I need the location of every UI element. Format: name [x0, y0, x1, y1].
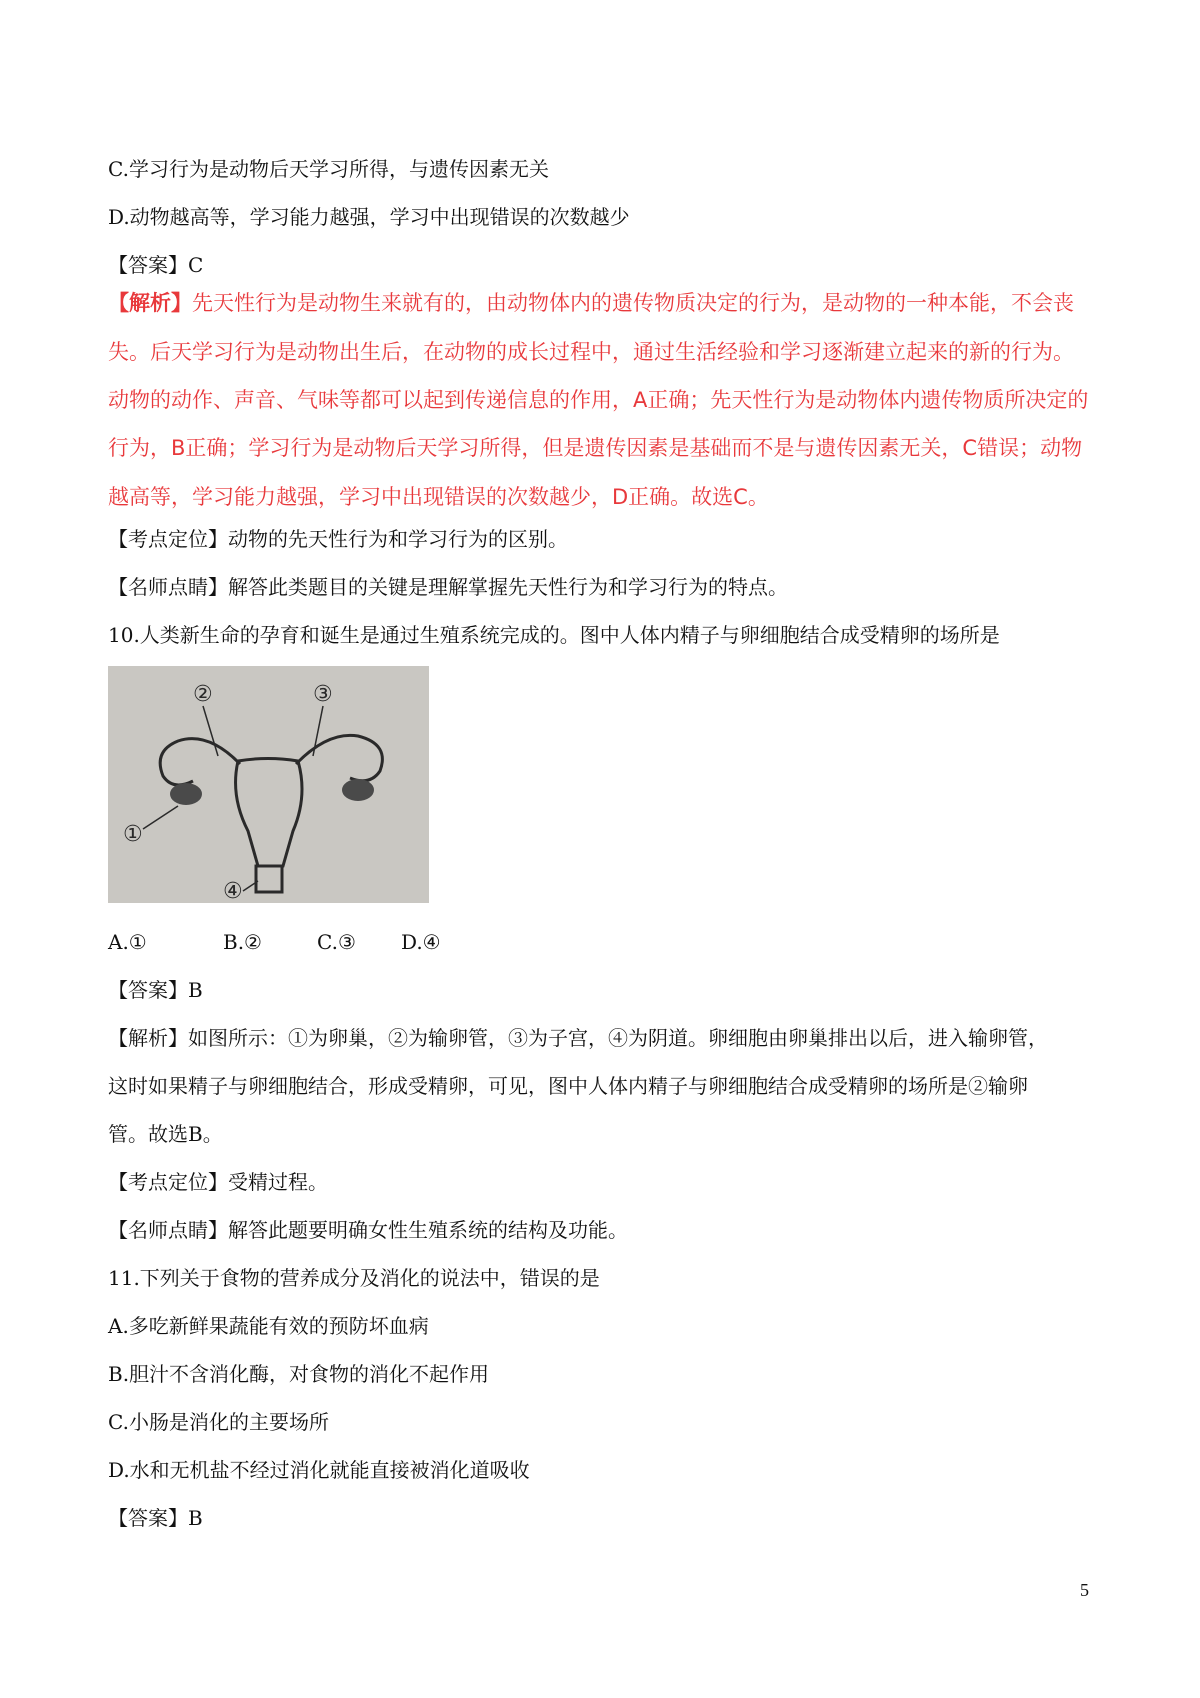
- vagina-outline: [256, 866, 282, 892]
- q10-option-a: A.①: [108, 930, 147, 954]
- q11-option-b: B.胆汁不含消化酶，对食物的消化不起作用: [108, 1362, 490, 1386]
- right-oviduct: [296, 735, 382, 780]
- q10-kaodian: 【考点定位】受精过程。: [108, 1170, 328, 1194]
- q9-analysis-tag: 【解析】: [108, 291, 192, 315]
- left-oviduct: [160, 739, 240, 785]
- q9-answer: 【答案】C: [108, 253, 204, 277]
- q10-option-d: D.④: [401, 930, 441, 954]
- q9-analysis-line-1: [108, 289, 1108, 317]
- q10-option-b: B.②: [223, 930, 262, 954]
- q9-option-d: D.动物越高等，学习能力越强，学习中出现错误的次数越少: [108, 205, 630, 229]
- q9-option-c: C.学习行为是动物后天学习所得，与遗传因素无关: [108, 157, 549, 181]
- q10-option-c: C.③: [317, 930, 356, 954]
- q11-option-d: D.水和无机盐不经过消化就能直接被消化道吸收: [108, 1458, 530, 1482]
- q10-analysis-line-3: 管。故选B。: [108, 1122, 223, 1146]
- q11-stem: 11.下列关于食物的营养成分及消化的说法中，错误的是: [108, 1266, 600, 1290]
- label-ovary: ①: [123, 822, 143, 847]
- reproductive-diagram: [108, 666, 429, 903]
- label-uterus: ③: [313, 682, 333, 707]
- page-number: 5: [1080, 1580, 1089, 1600]
- q10-options: [108, 928, 1108, 956]
- uterus-outline: [236, 759, 302, 867]
- q10-analysis-line-2: 这时如果精子与卵细胞结合，形成受精卵，可见，图中人体内精子与卵细胞结合成受精卵的场所是②输卵: [108, 1074, 1028, 1098]
- q11-answer: 【答案】B: [108, 1506, 203, 1530]
- q9-analysis-line-2: 失。后天学习行为是动物出生后，在动物的成长过程中，通过生活经验和学习逐渐建立起来的新的行为。: [108, 340, 1074, 364]
- q9-analysis-line-4: 行为，B正确；学习行为是动物后天学习所得，但是遗传因素是基础而不是与遗传因素无关，C错误；动物: [108, 436, 1083, 460]
- q11-option-c: C.小肠是消化的主要场所: [108, 1410, 329, 1434]
- label-vagina: ④: [223, 879, 243, 903]
- q9-analysis-text-1: 先天性行为是动物生来就有的，由动物体内的遗传物质决定的行为，是动物的一种本能，不会丧: [192, 291, 1074, 315]
- q9-mingshi: 【名师点睛】解答此类题目的关键是理解掌握先天性行为和学习行为的特点。: [108, 575, 788, 599]
- q10-mingshi: 【名师点睛】解答此题要明确女性生殖系统的结构及功能。: [108, 1218, 628, 1242]
- left-ovary: [170, 783, 202, 805]
- q9-analysis-line-3: 动物的动作、声音、气味等都可以起到传递信息的作用，A正确；先天性行为是动物体内遗传物质所决定的: [108, 388, 1089, 412]
- q11-option-a: A.多吃新鲜果蔬能有效的预防坏血病: [108, 1314, 429, 1338]
- female-reproductive-system-figure: [108, 666, 429, 903]
- q9-kaodian: 【考点定位】动物的先天性行为和学习行为的区别。: [108, 527, 568, 551]
- right-ovary: [342, 779, 374, 801]
- q10-stem: 10.人类新生命的孕育和诞生是通过生殖系统完成的。图中人体内精子与卵细胞结合成受精卵的场所是: [108, 623, 1000, 647]
- q9-analysis-line-5: 越高等，学习能力越强，学习中出现错误的次数越少，D正确。故选C。: [108, 485, 769, 509]
- q10-analysis-line-1: 【解析】如图所示：①为卵巢，②为输卵管，③为子宫，④为阴道。卵细胞由卵巢排出以后，进入输卵管，: [108, 1026, 1048, 1050]
- label-oviduct: ②: [193, 682, 213, 707]
- q10-answer: 【答案】B: [108, 978, 203, 1002]
